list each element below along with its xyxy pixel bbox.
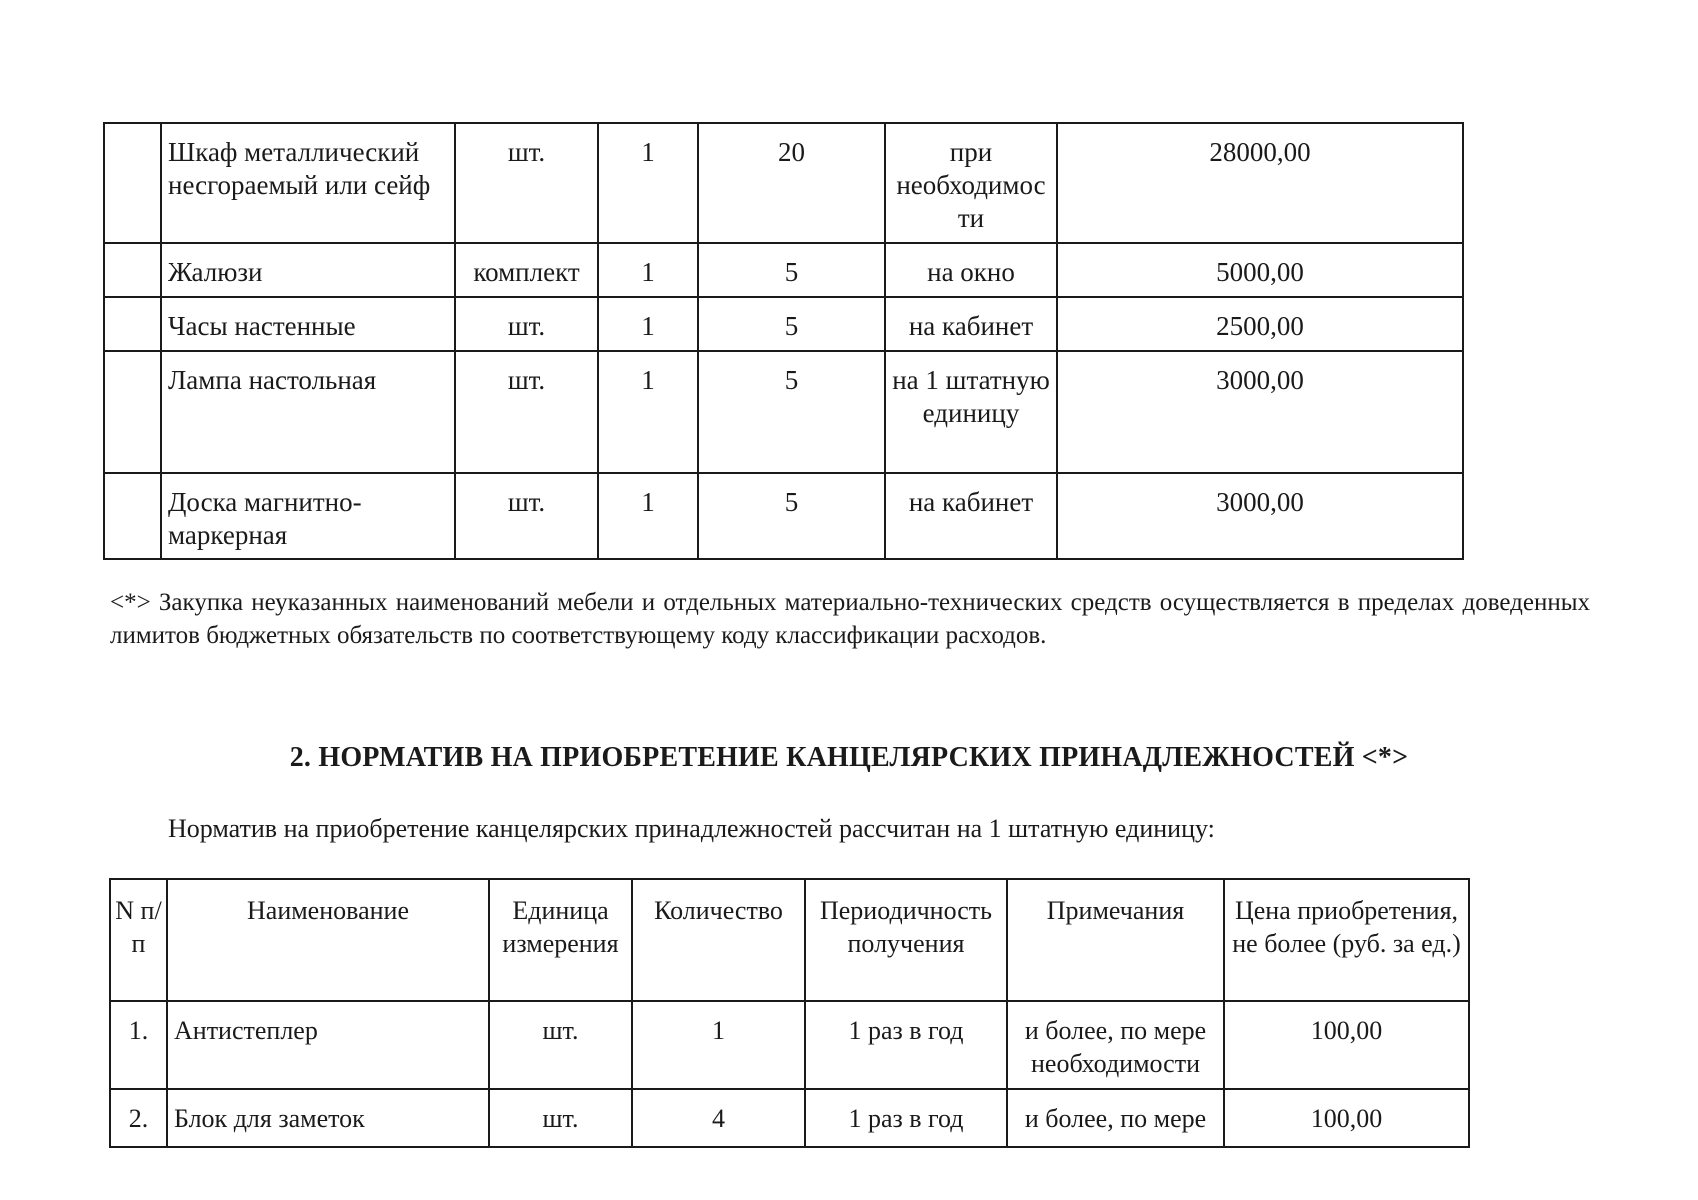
item-note: на кабинет bbox=[885, 297, 1057, 351]
item-period: 5 bbox=[698, 473, 885, 559]
item-price: 100,00 bbox=[1224, 1089, 1469, 1147]
item-name: Часы настенные bbox=[161, 297, 455, 351]
item-unit: шт. bbox=[455, 297, 598, 351]
item-note: при необходимос ти bbox=[885, 123, 1057, 243]
item-price: 5000,00 bbox=[1057, 243, 1463, 297]
table-row bbox=[104, 473, 1463, 559]
header-price: Цена приобретения, не более (руб. за ед.) bbox=[1224, 879, 1469, 1001]
item-period: 20 bbox=[698, 123, 885, 243]
item-period: 5 bbox=[698, 243, 885, 297]
table-row bbox=[104, 243, 1463, 297]
item-period: 5 bbox=[698, 297, 885, 351]
item-name: Лампа настольная bbox=[161, 351, 455, 473]
item-note: и более, по мере необходимости bbox=[1007, 1001, 1224, 1089]
header-num: N п/п bbox=[110, 879, 167, 1001]
row-number-cell bbox=[104, 351, 161, 473]
item-qty: 1 bbox=[598, 297, 698, 351]
header-note: Примечания bbox=[1007, 879, 1224, 1001]
item-num: 1. bbox=[110, 1001, 167, 1089]
section-heading: 2. НОРМАТИВ НА ПРИОБРЕТЕНИЕ КАНЦЕЛЯРСКИХ ПРИНАДЛЕЖНОСТЕЙ <*> bbox=[289, 742, 1409, 773]
item-unit: шт. bbox=[455, 123, 598, 243]
intro-text: Норматив на приобретение канцелярских принадлежностей рассчитан на 1 штатную единицу: bbox=[168, 814, 1215, 843]
item-price: 2500,00 bbox=[1057, 297, 1463, 351]
item-qty: 1 bbox=[598, 351, 698, 473]
table-row bbox=[110, 1089, 1469, 1147]
item-unit: шт. bbox=[489, 1089, 632, 1147]
item-qty: 1 bbox=[598, 123, 698, 243]
row-number-cell bbox=[104, 297, 161, 351]
item-price: 3000,00 bbox=[1057, 473, 1463, 559]
header-name: Наименование bbox=[167, 879, 489, 1001]
item-qty: 4 bbox=[632, 1089, 805, 1147]
item-name: Шкаф металлический несгораемый или сейф bbox=[161, 123, 455, 243]
footnote: <*> Закупка неуказанных наименований мебели и отдельных материально-технических средств осуществляется в пределах доведенных лимитов бюджетных обязательств по соответствующему коду классификации расходов. bbox=[110, 589, 1590, 649]
item-unit: комплект bbox=[455, 243, 598, 297]
item-note: на кабинет bbox=[885, 473, 1057, 559]
row-number-cell bbox=[104, 123, 161, 243]
header-period: Периодичность получения bbox=[805, 879, 1007, 1001]
item-name: Жалюзи bbox=[161, 243, 455, 297]
table-header-row bbox=[110, 879, 1469, 1001]
furniture-table bbox=[103, 122, 1464, 560]
item-period: 1 раз в год bbox=[805, 1089, 1007, 1147]
item-price: 3000,00 bbox=[1057, 351, 1463, 473]
item-note: на 1 штатную единицу bbox=[885, 351, 1057, 473]
row-number-cell bbox=[104, 243, 161, 297]
item-num: 2. bbox=[110, 1089, 167, 1147]
stationery-table bbox=[109, 878, 1470, 1148]
item-qty: 1 bbox=[598, 473, 698, 559]
table-row bbox=[104, 297, 1463, 351]
item-name: Блок для заметок bbox=[167, 1089, 489, 1147]
header-unit: Единица измерения bbox=[489, 879, 632, 1001]
item-unit: шт. bbox=[489, 1001, 632, 1089]
item-qty: 1 bbox=[632, 1001, 805, 1089]
table-row bbox=[104, 123, 1463, 243]
item-qty: 1 bbox=[598, 243, 698, 297]
item-period: 1 раз в год bbox=[805, 1001, 1007, 1089]
item-name: Доска магнитно-маркерная bbox=[161, 473, 455, 559]
item-price: 100,00 bbox=[1224, 1001, 1469, 1089]
item-period: 5 bbox=[698, 351, 885, 473]
item-note: и более, по мере bbox=[1007, 1089, 1224, 1147]
item-unit: шт. bbox=[455, 473, 598, 559]
row-number-cell bbox=[104, 473, 161, 559]
item-name: Антистеплер bbox=[167, 1001, 489, 1089]
item-price: 28000,00 bbox=[1057, 123, 1463, 243]
table-row bbox=[104, 351, 1463, 473]
item-unit: шт. bbox=[455, 351, 598, 473]
table-row bbox=[110, 1001, 1469, 1089]
item-note: на окно bbox=[885, 243, 1057, 297]
header-qty: Количество bbox=[632, 879, 805, 1001]
